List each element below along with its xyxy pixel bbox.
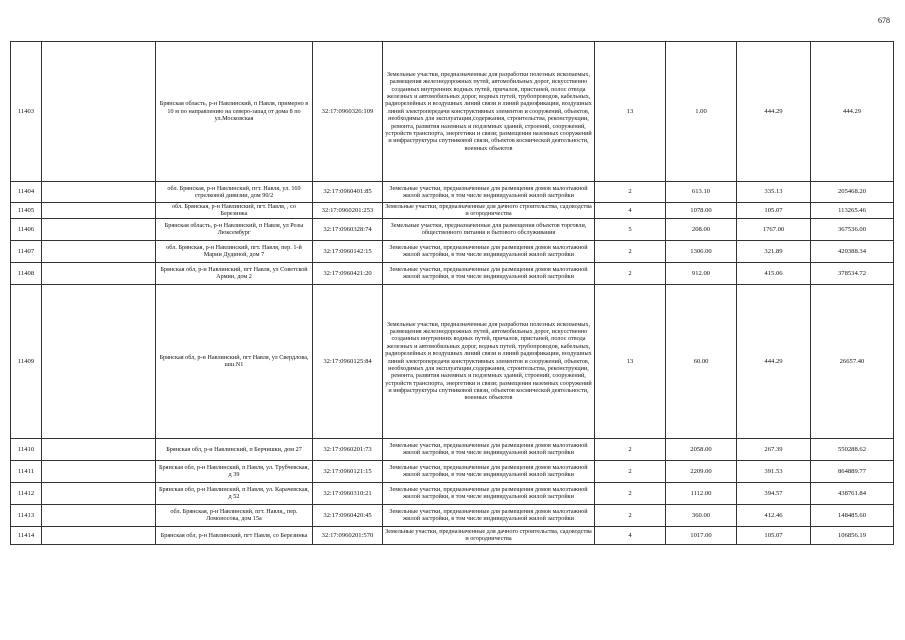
address-cell: Брянская область, р-н Навлинский, п Навля, примерно в 10 м по направлению на северо-запад от дома 8 по ул.Московская bbox=[156, 42, 313, 182]
cadastral-number-cell: 32:17:0960420:45 bbox=[313, 504, 383, 526]
cadastral-number-cell: 32:17:0960401:85 bbox=[313, 182, 383, 203]
area-cell: 1306.00 bbox=[666, 240, 737, 262]
row-number-cell: 11408 bbox=[11, 262, 42, 284]
cadastral-value-cell: 444.29 bbox=[811, 42, 894, 182]
area-cell: 1112.00 bbox=[666, 482, 737, 504]
specific-value-cell: 105.07 bbox=[737, 526, 811, 544]
use-group-cell: 2 bbox=[595, 438, 666, 460]
cadastral-number-cell: 32:17:0960201:73 bbox=[313, 438, 383, 460]
land-use-category-cell: Земельные участки, предназначенные для размещения объектов торговли, общественного питания и бытового обслуживания bbox=[383, 218, 595, 240]
table-row bbox=[11, 526, 894, 544]
use-group-cell: 2 bbox=[595, 482, 666, 504]
cadastral-value-cell: 113265.46 bbox=[811, 203, 894, 219]
specific-value-cell: 391.53 bbox=[737, 460, 811, 482]
cadastral-value-cell: 148485.60 bbox=[811, 504, 894, 526]
row-spacer-cell bbox=[42, 460, 156, 482]
cadastral-value-cell: 550288.62 bbox=[811, 438, 894, 460]
row-number-cell: 11414 bbox=[11, 526, 42, 544]
address-cell: обл. Брянская, р-н Навлинский, пгт. Навля, пер. 1-й Марии Дудиной, дом 7 bbox=[156, 240, 313, 262]
use-group-cell: 2 bbox=[595, 262, 666, 284]
specific-value-cell: 267.39 bbox=[737, 438, 811, 460]
row-spacer-cell bbox=[42, 182, 156, 203]
use-group-cell: 4 bbox=[595, 203, 666, 219]
cadastral-number-cell: 32:17:0960142:15 bbox=[313, 240, 383, 262]
use-group-cell: 2 bbox=[595, 460, 666, 482]
cadastral-number-cell: 32:17:0960310:21 bbox=[313, 482, 383, 504]
land-use-category-cell: Земельные участки, предназначенные для размещения домов малоэтажной жилой застройки, в том числе индивидуальной жилой застройки bbox=[383, 262, 595, 284]
cadastral-value-cell: 420388.34 bbox=[811, 240, 894, 262]
row-number-cell: 11403 bbox=[11, 42, 42, 182]
row-number-cell: 11404 bbox=[11, 182, 42, 203]
land-use-category-cell: Земельные участки, предназначенные для размещения домов малоэтажной жилой застройки, в том числе индивидуальной жилой застройки bbox=[383, 504, 595, 526]
row-number-cell: 11406 bbox=[11, 218, 42, 240]
specific-value-cell: 394.57 bbox=[737, 482, 811, 504]
land-use-category-cell: Земельные участки, предназначенные для разработки полезных ископаемых, размещения железнодорожных путей, автомобильных дорог, искусственно созданных внутренних водных путей, причалов, пристаней, полос отвода железных и автомобильных дорог, водных путей, трубопроводов, кабельных, радиорелейных и воздушных линий связи и линий радиофикации, воздушных линий электропередачи конструктивных элементов и сооружений, объектов, необходимых для эксплуатации,содержания, строительства, реконструкции, ремонта, развития наземных и подземных зданий, строений, сооружений, устройств транспорта, энергетики и связи; размещения наземных сооружений и инфраструктуры спутниковой связи, объектов космической деятельности, военных объектов bbox=[383, 42, 595, 182]
use-group-cell: 4 bbox=[595, 526, 666, 544]
row-spacer-cell bbox=[42, 218, 156, 240]
area-cell: 208.00 bbox=[666, 218, 737, 240]
address-cell: обл. Брянская, р-н Навлинский, пгт. Навля, , со Березинка bbox=[156, 203, 313, 219]
row-spacer-cell bbox=[42, 262, 156, 284]
cadastral-number-cell: 32:17:0960421:20 bbox=[313, 262, 383, 284]
specific-value-cell: 444.29 bbox=[737, 42, 811, 182]
area-cell: 1078.00 bbox=[666, 203, 737, 219]
cadastral-value-cell: 864889.77 bbox=[811, 460, 894, 482]
use-group-cell: 2 bbox=[595, 504, 666, 526]
table-body bbox=[11, 42, 894, 545]
specific-value-cell: 335.13 bbox=[737, 182, 811, 203]
use-group-cell: 2 bbox=[595, 240, 666, 262]
land-use-category-cell: Земельные участки, предназначенные для дачного строительства, садоводства и огородничества bbox=[383, 526, 595, 544]
specific-value-cell: 1767.00 bbox=[737, 218, 811, 240]
land-use-category-cell: Земельные участки, предназначенные для размещения домов малоэтажной жилой застройки, в том числе индивидуальной жилой застройки bbox=[383, 460, 595, 482]
specific-value-cell: 444.29 bbox=[737, 284, 811, 438]
cadastral-number-cell: 32:17:0960328:74 bbox=[313, 218, 383, 240]
cadastral-number-cell: 32:17:0960125:84 bbox=[313, 284, 383, 438]
row-spacer-cell bbox=[42, 438, 156, 460]
row-spacer-cell bbox=[42, 284, 156, 438]
area-cell: 360.00 bbox=[666, 504, 737, 526]
cadastral-number-cell: 32:17:0960201:253 bbox=[313, 203, 383, 219]
specific-value-cell: 415.06 bbox=[737, 262, 811, 284]
row-spacer-cell bbox=[42, 42, 156, 182]
land-use-category-cell: Земельные участки, предназначенные для разработки полезных ископаемых, размещения железнодорожных путей, автомобильных дорог, искусственно созданных внутренних водных путей, причалов, пристаней, полос отвода железных и автомобильных дорог, водных путей, трубопроводов, кабельных, радиорелейных и воздушных линий связи и линий радиофикации, воздушных линий электропередачи конструктивных элементов и сооружений, объектов, необходимых для эксплуатации,содержания, строительства, реконструкции, ремонта, развития наземных и подземных зданий, строений, сооружений, устройств транспорта, энергетики и связи; размещения наземных сооружений и инфраструктуры спутниковой связи, объектов космической деятельности, военных объектов bbox=[383, 284, 595, 438]
land-use-category-cell: Земельные участки, предназначенные для размещения домов малоэтажной жилой застройки, в том числе индивидуальной жилой застройки bbox=[383, 482, 595, 504]
row-number-cell: 11413 bbox=[11, 504, 42, 526]
area-cell: 912.00 bbox=[666, 262, 737, 284]
page-number: 678 bbox=[878, 16, 890, 25]
area-cell: 613.10 bbox=[666, 182, 737, 203]
table-row bbox=[11, 182, 894, 203]
row-number-cell: 11409 bbox=[11, 284, 42, 438]
row-number-cell: 11412 bbox=[11, 482, 42, 504]
address-cell: Брянская обл, р-н Навлинский, п Навля, ул. Трубчевская, д 39 bbox=[156, 460, 313, 482]
cadastral-value-cell: 378534.72 bbox=[811, 262, 894, 284]
area-cell: 1.00 bbox=[666, 42, 737, 182]
cadastral-value-table bbox=[10, 41, 894, 545]
cadastral-value-cell: 106856.19 bbox=[811, 526, 894, 544]
address-cell: обл. Брянская, р-н Навлинский, пгт. Навля, ул. 169 стрелковой дивизии, дом 90/2 bbox=[156, 182, 313, 203]
cadastral-number-cell: 32:17:0960326:109 bbox=[313, 42, 383, 182]
use-group-cell: 13 bbox=[595, 284, 666, 438]
row-spacer-cell bbox=[42, 203, 156, 219]
table-row bbox=[11, 218, 894, 240]
specific-value-cell: 412.46 bbox=[737, 504, 811, 526]
table-row bbox=[11, 42, 894, 182]
specific-value-cell: 105.07 bbox=[737, 203, 811, 219]
address-cell: Брянская обл, р-н Навлинский, пгт Навля, ул Советской Армии, дом 2 bbox=[156, 262, 313, 284]
address-cell: Брянская обл, р-н Навлинский, п Берчишки, дом 27 bbox=[156, 438, 313, 460]
area-cell: 60.00 bbox=[666, 284, 737, 438]
row-number-cell: 11407 bbox=[11, 240, 42, 262]
table-row bbox=[11, 240, 894, 262]
cadastral-number-cell: 32:17:0960201:570 bbox=[313, 526, 383, 544]
table-row bbox=[11, 460, 894, 482]
address-cell: Брянская обл, р-н Навлинский, пгт Навля, со Березинка bbox=[156, 526, 313, 544]
specific-value-cell: 321.89 bbox=[737, 240, 811, 262]
land-use-category-cell: Земельные участки, предназначенные для размещения домов малоэтажной жилой застройки, в том числе индивидуальной жилой застройки bbox=[383, 182, 595, 203]
land-use-category-cell: Земельные участки, предназначенные для размещения домов малоэтажной жилой застройки, в том числе индивидуальной жилой застройки bbox=[383, 438, 595, 460]
use-group-cell: 5 bbox=[595, 218, 666, 240]
table-row bbox=[11, 203, 894, 219]
address-cell: Брянская обл, р-н Навлинский, п Навля, ул. Карачевская, д 52 bbox=[156, 482, 313, 504]
table-row bbox=[11, 284, 894, 438]
table-row bbox=[11, 262, 894, 284]
use-group-cell: 2 bbox=[595, 182, 666, 203]
row-number-cell: 11411 bbox=[11, 460, 42, 482]
row-number-cell: 11410 bbox=[11, 438, 42, 460]
area-cell: 2058.00 bbox=[666, 438, 737, 460]
cadastral-value-cell: 438761.84 bbox=[811, 482, 894, 504]
row-spacer-cell bbox=[42, 504, 156, 526]
land-use-category-cell: Земельные участки, предназначенные для дачного строительства, садоводства и огородничества bbox=[383, 203, 595, 219]
row-spacer-cell bbox=[42, 240, 156, 262]
area-cell: 2209.00 bbox=[666, 460, 737, 482]
use-group-cell: 13 bbox=[595, 42, 666, 182]
table-row bbox=[11, 482, 894, 504]
cadastral-value-cell: 367536.00 bbox=[811, 218, 894, 240]
area-cell: 1017.00 bbox=[666, 526, 737, 544]
address-cell: обл. Брянская, р-н Навлинский, пгт. Навля,, пер. Ломоносова, дом 15а bbox=[156, 504, 313, 526]
table-row bbox=[11, 438, 894, 460]
cadastral-value-cell: 205468.20 bbox=[811, 182, 894, 203]
table-row bbox=[11, 504, 894, 526]
row-spacer-cell bbox=[42, 526, 156, 544]
cadastral-value-cell: 26657.40 bbox=[811, 284, 894, 438]
address-cell: Брянская обл, р-н Навлинский, пгт Навля, ул Свердлова, шш.N1 bbox=[156, 284, 313, 438]
row-number-cell: 11405 bbox=[11, 203, 42, 219]
address-cell: Брянская область, р-н Навлинский, п Навля, ул Розы Люксембург bbox=[156, 218, 313, 240]
cadastral-number-cell: 32:17:0960121:15 bbox=[313, 460, 383, 482]
land-use-category-cell: Земельные участки, предназначенные для размещения домов малоэтажной жилой застройки, в том числе индивидуальной жилой застройки bbox=[383, 240, 595, 262]
row-spacer-cell bbox=[42, 482, 156, 504]
